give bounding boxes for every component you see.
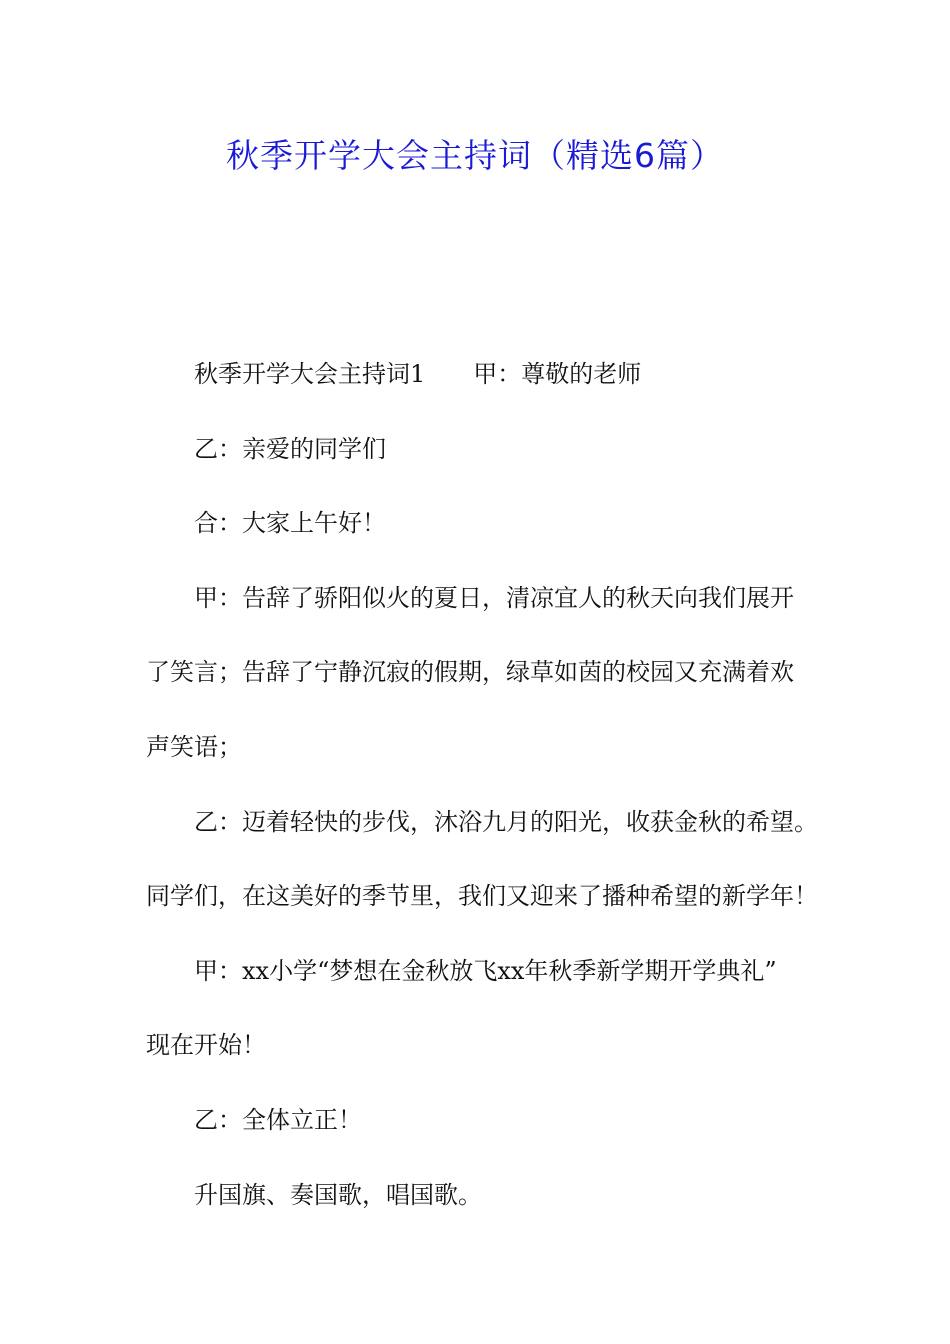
section-heading: 秋季开学大会主持词1 [194, 360, 426, 388]
paragraph-line: 乙：亲爱的同学们 [194, 434, 386, 463]
paragraph-line: 合：大家上午好！ [194, 509, 386, 538]
paragraph-line: 声笑语； [146, 732, 242, 761]
paragraph-line: 现在开始！ [146, 1031, 266, 1060]
paragraph-line [146, 337, 826, 412]
dialogue-line: 甲：尊敬的老师 [473, 360, 642, 388]
paragraph-line: 甲：告辞了骄阳似火的夏日，清凉宜人的秋天向我们展开 [194, 583, 794, 612]
paragraph-line: 同学们，在这美好的季节里，我们又迎来了播种希望的新学年！ [146, 882, 818, 911]
paragraph-line: 了笑言；告辞了宁静沉寂的假期，绿草如茵的校园又充满着欢 [146, 658, 794, 687]
paragraph-line: 升国旗、奏国歌，唱国歌。 [194, 1180, 482, 1209]
document-body [146, 337, 826, 1232]
paragraph-line: 甲：xx小学“梦想在金秋放飞xx年秋季新学期开学典礼” [194, 956, 777, 985]
paragraph-line: 乙：迈着轻快的步伐，沐浴九月的阳光，收获金秋的希望。 [194, 807, 818, 836]
paragraph-line: 乙：全体立正！ [194, 1105, 362, 1134]
document-title: 秋季开学大会主持词（精选6篇） [226, 136, 724, 175]
